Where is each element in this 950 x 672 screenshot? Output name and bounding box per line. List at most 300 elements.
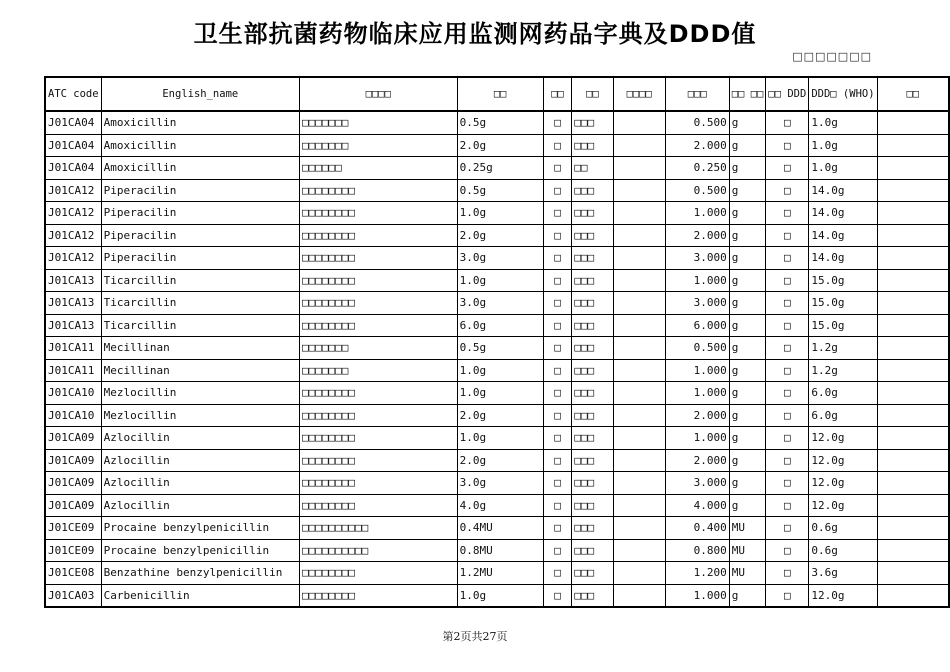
table-row bbox=[45, 134, 949, 157]
col-conv-unit-cell: MU bbox=[729, 562, 766, 585]
table-row bbox=[45, 539, 949, 562]
table-row bbox=[45, 314, 949, 337]
col-route-cell bbox=[613, 382, 665, 405]
table-row bbox=[45, 247, 949, 270]
col-unit-cell: □ bbox=[543, 314, 572, 337]
col-conversion-cell: 1.000 bbox=[665, 202, 729, 225]
col-atc-code-cell: J01CE09 bbox=[45, 517, 101, 540]
table-row bbox=[45, 337, 949, 360]
col-english-name-header: English_name bbox=[101, 77, 299, 111]
col-ddd-who-cell: 12.0g bbox=[809, 494, 877, 517]
col-conv-unit-cell: MU bbox=[729, 517, 766, 540]
col-spec-cell: 6.0g bbox=[457, 314, 543, 337]
col-atc-code-cell: J01CA12 bbox=[45, 247, 101, 270]
col-conv-unit-cell: g bbox=[729, 111, 766, 134]
col-conv-unit-cell: g bbox=[729, 202, 766, 225]
col-ddd-cell: □ bbox=[766, 359, 809, 382]
col-spec-cell: 1.0g bbox=[457, 382, 543, 405]
table-row bbox=[45, 584, 949, 607]
col-unit-cell: □ bbox=[543, 179, 572, 202]
col-spec-cell: 2.0g bbox=[457, 134, 543, 157]
col-form-cell: □□□ bbox=[572, 494, 613, 517]
col-ddd-cell: □ bbox=[766, 562, 809, 585]
col-remark-cell bbox=[877, 584, 949, 607]
col-form-cell: □□□ bbox=[572, 269, 613, 292]
col-conv-unit-cell: g bbox=[729, 292, 766, 315]
col-form-cell: □□□ bbox=[572, 359, 613, 382]
col-conversion-cell: 2.000 bbox=[665, 449, 729, 472]
col-conv-unit-cell: g bbox=[729, 404, 766, 427]
col-spec-cell: 2.0g bbox=[457, 404, 543, 427]
drug-dictionary-table bbox=[44, 76, 950, 608]
col-ddd-who-cell: 1.0g bbox=[809, 134, 877, 157]
col-unit-cell: □ bbox=[543, 517, 572, 540]
col-conv-unit-cell: g bbox=[729, 359, 766, 382]
col-unit-header: □□ bbox=[543, 77, 572, 111]
col-ddd-who-header: DDD□ (WHO) bbox=[809, 77, 877, 111]
page-footer: 第2页共27页 bbox=[442, 630, 508, 643]
col-ddd-who-cell: 14.0g bbox=[809, 224, 877, 247]
col-ddd-who-cell: 1.2g bbox=[809, 359, 877, 382]
col-english-name-cell: Procaine benzylpenicillin bbox=[101, 517, 299, 540]
col-chinese-name-cell: □□□□□□□□ bbox=[300, 382, 458, 405]
col-unit-cell: □ bbox=[543, 337, 572, 360]
col-route-cell bbox=[613, 359, 665, 382]
col-remark-cell bbox=[877, 359, 949, 382]
table-row bbox=[45, 179, 949, 202]
col-remark-cell bbox=[877, 404, 949, 427]
col-unit-cell: □ bbox=[543, 292, 572, 315]
col-conversion-cell: 1.000 bbox=[665, 269, 729, 292]
col-atc-code-cell: J01CA10 bbox=[45, 404, 101, 427]
col-english-name-cell: Azlocillin bbox=[101, 427, 299, 450]
col-conversion-cell: 1.200 bbox=[665, 562, 729, 585]
col-remark-cell bbox=[877, 292, 949, 315]
col-unit-cell: □ bbox=[543, 382, 572, 405]
col-remark-cell bbox=[877, 472, 949, 495]
col-conversion-cell: 0.400 bbox=[665, 517, 729, 540]
col-chinese-name-cell: □□□□□□□□ bbox=[300, 562, 458, 585]
col-ddd-cell: □ bbox=[766, 157, 809, 180]
col-form-cell: □□□ bbox=[572, 382, 613, 405]
col-route-cell bbox=[613, 111, 665, 134]
table-row bbox=[45, 224, 949, 247]
col-form-cell: □□□ bbox=[572, 562, 613, 585]
col-conv-unit-cell: g bbox=[729, 314, 766, 337]
col-spec-cell: 0.5g bbox=[457, 111, 543, 134]
col-chinese-name-cell: □□□□□□□□ bbox=[300, 449, 458, 472]
col-conversion-cell: 1.000 bbox=[665, 427, 729, 450]
col-conv-unit-cell: g bbox=[729, 134, 766, 157]
col-unit-cell: □ bbox=[543, 539, 572, 562]
table-row bbox=[45, 562, 949, 585]
col-spec-cell: 0.5g bbox=[457, 179, 543, 202]
col-form-cell: □□□ bbox=[572, 584, 613, 607]
col-spec-cell: 0.4MU bbox=[457, 517, 543, 540]
col-form-cell: □□□ bbox=[572, 539, 613, 562]
col-atc-code-cell: J01CA12 bbox=[45, 224, 101, 247]
col-atc-code-cell: J01CA04 bbox=[45, 157, 101, 180]
col-conversion-cell: 0.500 bbox=[665, 337, 729, 360]
col-remark-cell bbox=[877, 337, 949, 360]
col-ddd-cell: □ bbox=[766, 247, 809, 270]
col-route-cell bbox=[613, 202, 665, 225]
col-atc-code-cell: J01CA09 bbox=[45, 494, 101, 517]
table-row bbox=[45, 472, 949, 495]
col-form-cell: □□□ bbox=[572, 449, 613, 472]
col-form-cell: □□□ bbox=[572, 292, 613, 315]
col-spec-cell: 0.25g bbox=[457, 157, 543, 180]
col-english-name-cell: Azlocillin bbox=[101, 472, 299, 495]
col-spec-cell: 1.2MU bbox=[457, 562, 543, 585]
col-unit-cell: □ bbox=[543, 494, 572, 517]
col-unit-cell: □ bbox=[543, 584, 572, 607]
col-unit-cell: □ bbox=[543, 449, 572, 472]
table-row bbox=[45, 269, 949, 292]
table-row bbox=[45, 494, 949, 517]
table-body bbox=[45, 111, 949, 607]
col-chinese-name-cell: □□□□□□□□ bbox=[300, 404, 458, 427]
col-spec-cell: 3.0g bbox=[457, 247, 543, 270]
col-form-cell: □□□ bbox=[572, 472, 613, 495]
col-ddd-who-cell: 12.0g bbox=[809, 472, 877, 495]
col-remark-cell bbox=[877, 517, 949, 540]
col-spec-cell: 3.0g bbox=[457, 472, 543, 495]
col-conversion-cell: 3.000 bbox=[665, 472, 729, 495]
col-conversion-cell: 3.000 bbox=[665, 292, 729, 315]
col-ddd-cell: □ bbox=[766, 539, 809, 562]
col-conv-unit-cell: g bbox=[729, 427, 766, 450]
col-unit-cell: □ bbox=[543, 472, 572, 495]
col-remark-header: □□ bbox=[877, 77, 949, 111]
col-conversion-cell: 1.000 bbox=[665, 382, 729, 405]
col-form-cell: □□□ bbox=[572, 179, 613, 202]
col-english-name-cell: Mecillinan bbox=[101, 337, 299, 360]
col-route-cell bbox=[613, 292, 665, 315]
col-unit-cell: □ bbox=[543, 359, 572, 382]
col-route-cell bbox=[613, 427, 665, 450]
col-conversion-cell: 2.000 bbox=[665, 404, 729, 427]
col-conversion-cell: 2.000 bbox=[665, 224, 729, 247]
col-remark-cell bbox=[877, 427, 949, 450]
col-remark-cell bbox=[877, 111, 949, 134]
col-chinese-name-cell: □□□□□□□ bbox=[300, 359, 458, 382]
col-spec-cell: 2.0g bbox=[457, 449, 543, 472]
page-subtitle: □□□□□□□ bbox=[792, 50, 872, 63]
col-ddd-who-cell: 0.6g bbox=[809, 517, 877, 540]
col-conversion-cell: 3.000 bbox=[665, 247, 729, 270]
col-conv-unit-cell: g bbox=[729, 337, 766, 360]
col-form-header: □□ bbox=[572, 77, 613, 111]
col-remark-cell bbox=[877, 179, 949, 202]
col-english-name-cell: Amoxicillin bbox=[101, 157, 299, 180]
col-english-name-cell: Piperacilin bbox=[101, 179, 299, 202]
col-conversion-cell: 1.000 bbox=[665, 584, 729, 607]
col-route-cell bbox=[613, 517, 665, 540]
col-atc-code-cell: J01CA11 bbox=[45, 359, 101, 382]
col-conversion-cell: 2.000 bbox=[665, 134, 729, 157]
col-conv-unit-cell: g bbox=[729, 382, 766, 405]
col-english-name-cell: Piperacilin bbox=[101, 202, 299, 225]
col-english-name-cell: Mezlocillin bbox=[101, 404, 299, 427]
col-remark-cell bbox=[877, 494, 949, 517]
col-chinese-name-cell: □□□□□□□□ bbox=[300, 472, 458, 495]
col-english-name-cell: Ticarcillin bbox=[101, 292, 299, 315]
col-conv-unit-cell: g bbox=[729, 224, 766, 247]
col-english-name-cell: Ticarcillin bbox=[101, 269, 299, 292]
col-conversion-header: □□□ bbox=[665, 77, 729, 111]
col-atc-code-cell: J01CA12 bbox=[45, 202, 101, 225]
col-form-cell: □□□ bbox=[572, 337, 613, 360]
col-atc-code-cell: J01CA11 bbox=[45, 337, 101, 360]
col-atc-code-cell: J01CA12 bbox=[45, 179, 101, 202]
col-remark-cell bbox=[877, 202, 949, 225]
col-chinese-name-cell: □□□□□□□□ bbox=[300, 269, 458, 292]
col-chinese-name-cell: □□□□□□□ bbox=[300, 134, 458, 157]
col-spec-cell: 1.0g bbox=[457, 427, 543, 450]
col-english-name-cell: Benzathine benzylpenicillin bbox=[101, 562, 299, 585]
table-row bbox=[45, 111, 949, 134]
col-form-cell: □□□ bbox=[572, 404, 613, 427]
col-ddd-who-cell: 1.2g bbox=[809, 337, 877, 360]
col-remark-cell bbox=[877, 449, 949, 472]
col-atc-code-cell: J01CE09 bbox=[45, 539, 101, 562]
col-route-cell bbox=[613, 269, 665, 292]
col-ddd-cell: □ bbox=[766, 404, 809, 427]
col-spec-cell: 0.8MU bbox=[457, 539, 543, 562]
col-remark-cell bbox=[877, 314, 949, 337]
col-ddd-who-cell: 3.6g bbox=[809, 562, 877, 585]
col-ddd-who-cell: 12.0g bbox=[809, 584, 877, 607]
table-row bbox=[45, 449, 949, 472]
col-ddd-cell: □ bbox=[766, 494, 809, 517]
table-row bbox=[45, 359, 949, 382]
col-unit-cell: □ bbox=[543, 427, 572, 450]
col-conv-unit-cell: g bbox=[729, 472, 766, 495]
col-conv-unit-cell: MU bbox=[729, 539, 766, 562]
col-unit-cell: □ bbox=[543, 224, 572, 247]
col-spec-cell: 2.0g bbox=[457, 224, 543, 247]
col-spec-cell: 3.0g bbox=[457, 292, 543, 315]
col-atc-code-cell: J01CA03 bbox=[45, 584, 101, 607]
col-english-name-cell: Azlocillin bbox=[101, 449, 299, 472]
col-remark-cell bbox=[877, 247, 949, 270]
col-form-cell: □□□ bbox=[572, 427, 613, 450]
col-conv-unit-header: □□ □□ bbox=[729, 77, 766, 111]
col-ddd-who-cell: 12.0g bbox=[809, 449, 877, 472]
col-atc-code-cell: J01CA13 bbox=[45, 269, 101, 292]
col-ddd-cell: □ bbox=[766, 179, 809, 202]
col-route-cell bbox=[613, 584, 665, 607]
col-ddd-who-cell: 0.6g bbox=[809, 539, 877, 562]
col-conv-unit-cell: g bbox=[729, 269, 766, 292]
col-chinese-name-cell: □□□□□□□□□□ bbox=[300, 539, 458, 562]
col-atc-code-cell: J01CA09 bbox=[45, 449, 101, 472]
col-conv-unit-cell: g bbox=[729, 584, 766, 607]
col-english-name-cell: Procaine benzylpenicillin bbox=[101, 539, 299, 562]
col-remark-cell bbox=[877, 269, 949, 292]
col-conv-unit-cell: g bbox=[729, 157, 766, 180]
col-form-cell: □□□ bbox=[572, 202, 613, 225]
col-form-cell: □□□ bbox=[572, 111, 613, 134]
col-form-cell: □□□ bbox=[572, 314, 613, 337]
col-ddd-who-cell: 15.0g bbox=[809, 269, 877, 292]
col-ddd-cell: □ bbox=[766, 517, 809, 540]
col-ddd-who-cell: 1.0g bbox=[809, 157, 877, 180]
col-ddd-who-cell: 15.0g bbox=[809, 314, 877, 337]
col-chinese-name-cell: □□□□□□□□ bbox=[300, 202, 458, 225]
col-remark-cell bbox=[877, 382, 949, 405]
col-route-cell bbox=[613, 179, 665, 202]
col-english-name-cell: Amoxicillin bbox=[101, 111, 299, 134]
col-english-name-cell: Azlocillin bbox=[101, 494, 299, 517]
col-spec-cell: 0.5g bbox=[457, 337, 543, 360]
col-form-cell: □□ bbox=[572, 157, 613, 180]
col-route-cell bbox=[613, 539, 665, 562]
col-spec-cell: 1.0g bbox=[457, 202, 543, 225]
table-header-row bbox=[45, 77, 949, 111]
col-english-name-cell: Amoxicillin bbox=[101, 134, 299, 157]
col-atc-code-cell: J01CA04 bbox=[45, 134, 101, 157]
col-spec-cell: 1.0g bbox=[457, 269, 543, 292]
col-ddd-cell: □ bbox=[766, 382, 809, 405]
table-row bbox=[45, 382, 949, 405]
table-row bbox=[45, 427, 949, 450]
col-english-name-cell: Carbenicillin bbox=[101, 584, 299, 607]
col-conv-unit-cell: g bbox=[729, 179, 766, 202]
col-route-cell bbox=[613, 134, 665, 157]
table-row bbox=[45, 292, 949, 315]
col-remark-cell bbox=[877, 539, 949, 562]
col-spec-header: □□ bbox=[457, 77, 543, 111]
col-english-name-cell: Piperacilin bbox=[101, 247, 299, 270]
col-ddd-who-cell: 15.0g bbox=[809, 292, 877, 315]
col-unit-cell: □ bbox=[543, 247, 572, 270]
col-atc-code-cell: J01CA09 bbox=[45, 427, 101, 450]
col-conversion-cell: 6.000 bbox=[665, 314, 729, 337]
col-conv-unit-cell: g bbox=[729, 449, 766, 472]
col-chinese-name-cell: □□□□□□□□ bbox=[300, 494, 458, 517]
col-chinese-name-cell: □□□□□□□ bbox=[300, 111, 458, 134]
col-ddd-cell: □ bbox=[766, 111, 809, 134]
col-unit-cell: □ bbox=[543, 111, 572, 134]
col-chinese-name-cell: □□□□□□□□ bbox=[300, 427, 458, 450]
col-form-cell: □□□ bbox=[572, 247, 613, 270]
col-form-cell: □□□ bbox=[572, 517, 613, 540]
col-ddd-cell: □ bbox=[766, 202, 809, 225]
col-unit-cell: □ bbox=[543, 404, 572, 427]
col-route-header: □□□□ bbox=[613, 77, 665, 111]
col-conversion-cell: 4.000 bbox=[665, 494, 729, 517]
table-row bbox=[45, 404, 949, 427]
col-chinese-name-cell: □□□□□□ bbox=[300, 157, 458, 180]
col-chinese-name-cell: □□□□□□□□ bbox=[300, 314, 458, 337]
col-ddd-who-cell: 14.0g bbox=[809, 247, 877, 270]
col-ddd-cell: □ bbox=[766, 584, 809, 607]
col-remark-cell bbox=[877, 134, 949, 157]
col-ddd-cell: □ bbox=[766, 292, 809, 315]
col-spec-cell: 4.0g bbox=[457, 494, 543, 517]
col-ddd-cell: □ bbox=[766, 337, 809, 360]
col-unit-cell: □ bbox=[543, 157, 572, 180]
col-chinese-name-cell: □□□□□□□□□□ bbox=[300, 517, 458, 540]
col-remark-cell bbox=[877, 224, 949, 247]
col-unit-cell: □ bbox=[543, 269, 572, 292]
col-chinese-name-cell: □□□□□□□□ bbox=[300, 247, 458, 270]
col-route-cell bbox=[613, 494, 665, 517]
table-row bbox=[45, 517, 949, 540]
col-route-cell bbox=[613, 157, 665, 180]
col-route-cell bbox=[613, 404, 665, 427]
col-form-cell: □□□ bbox=[572, 134, 613, 157]
table-row bbox=[45, 202, 949, 225]
col-conv-unit-cell: g bbox=[729, 247, 766, 270]
col-atc-code-header: ATC code bbox=[45, 77, 101, 111]
col-chinese-name-header: □□□□ bbox=[300, 77, 458, 111]
col-ddd-cell: □ bbox=[766, 134, 809, 157]
col-ddd-who-cell: 1.0g bbox=[809, 111, 877, 134]
col-ddd-who-cell: 14.0g bbox=[809, 179, 877, 202]
col-atc-code-cell: J01CE08 bbox=[45, 562, 101, 585]
col-english-name-cell: Ticarcillin bbox=[101, 314, 299, 337]
col-ddd-who-cell: 12.0g bbox=[809, 427, 877, 450]
col-route-cell bbox=[613, 472, 665, 495]
col-chinese-name-cell: □□□□□□□□ bbox=[300, 584, 458, 607]
col-ddd-cell: □ bbox=[766, 269, 809, 292]
col-atc-code-cell: J01CA13 bbox=[45, 314, 101, 337]
col-conversion-cell: 0.800 bbox=[665, 539, 729, 562]
col-route-cell bbox=[613, 449, 665, 472]
col-ddd-who-cell: 6.0g bbox=[809, 404, 877, 427]
col-chinese-name-cell: □□□□□□□□ bbox=[300, 292, 458, 315]
col-atc-code-cell: J01CA13 bbox=[45, 292, 101, 315]
col-ddd-cell: □ bbox=[766, 472, 809, 495]
col-chinese-name-cell: □□□□□□□ bbox=[300, 337, 458, 360]
col-route-cell bbox=[613, 337, 665, 360]
col-remark-cell bbox=[877, 157, 949, 180]
col-conversion-cell: 1.000 bbox=[665, 359, 729, 382]
col-spec-cell: 1.0g bbox=[457, 359, 543, 382]
col-ddd-cell: □ bbox=[766, 314, 809, 337]
col-remark-cell bbox=[877, 562, 949, 585]
page-title: 卫生部抗菌药物临床应用监测网药品字典及DDD值 bbox=[193, 20, 757, 48]
col-conversion-cell: 0.500 bbox=[665, 111, 729, 134]
col-spec-cell: 1.0g bbox=[457, 584, 543, 607]
col-route-cell bbox=[613, 562, 665, 585]
col-conversion-cell: 0.500 bbox=[665, 179, 729, 202]
col-conversion-cell: 0.250 bbox=[665, 157, 729, 180]
table-row bbox=[45, 157, 949, 180]
col-atc-code-cell: J01CA04 bbox=[45, 111, 101, 134]
col-conv-unit-cell: g bbox=[729, 494, 766, 517]
col-route-cell bbox=[613, 314, 665, 337]
col-form-cell: □□□ bbox=[572, 224, 613, 247]
col-unit-cell: □ bbox=[543, 134, 572, 157]
col-ddd-header: □□ DDD bbox=[766, 77, 809, 111]
col-route-cell bbox=[613, 224, 665, 247]
col-ddd-who-cell: 14.0g bbox=[809, 202, 877, 225]
col-route-cell bbox=[613, 247, 665, 270]
col-ddd-cell: □ bbox=[766, 427, 809, 450]
col-ddd-cell: □ bbox=[766, 224, 809, 247]
col-atc-code-cell: J01CA09 bbox=[45, 472, 101, 495]
col-unit-cell: □ bbox=[543, 562, 572, 585]
col-atc-code-cell: J01CA10 bbox=[45, 382, 101, 405]
col-english-name-cell: Mecillinan bbox=[101, 359, 299, 382]
col-ddd-cell: □ bbox=[766, 449, 809, 472]
col-english-name-cell: Mezlocillin bbox=[101, 382, 299, 405]
col-unit-cell: □ bbox=[543, 202, 572, 225]
